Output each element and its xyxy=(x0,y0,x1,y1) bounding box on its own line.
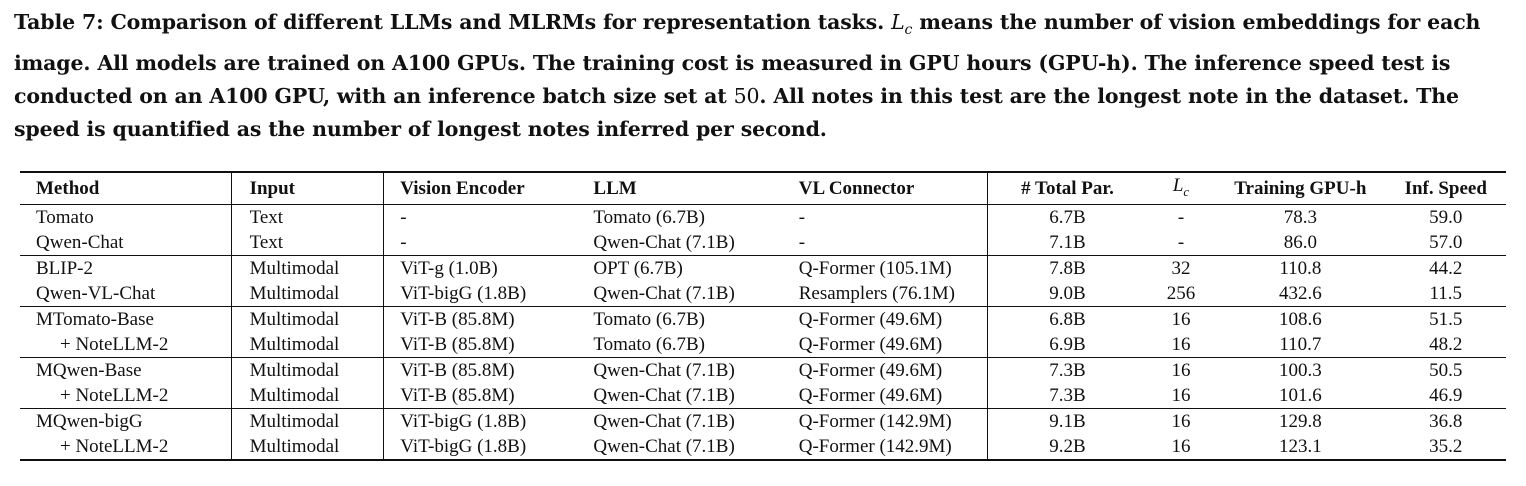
table-row xyxy=(20,281,1506,307)
table-row xyxy=(20,357,1506,383)
row-group xyxy=(20,357,1506,408)
row-group xyxy=(20,255,1506,306)
table-row xyxy=(20,306,1506,332)
caption-batch-size: 50 xyxy=(733,84,760,109)
cell-training-gpu-h: 110.8 xyxy=(1279,257,1322,279)
cell-method: + NoteLLM-2 xyxy=(60,435,169,457)
lc-letter: L xyxy=(891,10,905,34)
cell-inf-speed: 59.0 xyxy=(1429,206,1463,228)
cell-llm: Qwen-Chat (7.1B) xyxy=(593,231,735,253)
cell-llm: Qwen-Chat (7.1B) xyxy=(593,282,735,304)
cell-inf-speed: 50.5 xyxy=(1429,359,1463,381)
cell-vl-connector: Q-Former (49.6M) xyxy=(798,333,943,355)
cell-lc: 16 xyxy=(1171,359,1191,381)
cell-inf-speed: 11.5 xyxy=(1429,282,1463,304)
cell-total-par: 9.1B xyxy=(988,408,1147,434)
caption-text-3: . All notes in this test are the longest note in the dataset. The speed is quantified as the number of longest notes inferred per second. xyxy=(14,84,1459,142)
caption-label: Table 7: xyxy=(14,10,104,34)
table-row xyxy=(20,204,1506,230)
cell-llm: Tomato (6.7B) xyxy=(593,333,705,355)
cell-training-gpu-h: 123.1 xyxy=(1278,435,1322,457)
cell-lc: 32 xyxy=(1171,257,1191,279)
header-lc-letter: L xyxy=(1172,175,1184,196)
cell-vl-connector: Q-Former (142.9M) xyxy=(798,410,952,432)
header-training-gpu-h: Training GPU-h xyxy=(1234,177,1367,199)
cell-input: Multimodal xyxy=(231,383,384,409)
cell-training-gpu-h: 100.3 xyxy=(1278,359,1322,381)
cell-lc: 16 xyxy=(1171,410,1191,432)
header-vl-connector: VL Connector xyxy=(798,177,915,199)
cell-method: MQwen-bigG xyxy=(36,410,143,432)
cell-method: MQwen-Base xyxy=(36,359,142,381)
cell-total-par: 6.7B xyxy=(988,204,1147,230)
cell-vision-encoder: ViT-bigG (1.8B) xyxy=(384,434,580,460)
table-header xyxy=(20,172,1506,204)
cell-lc: 256 xyxy=(1166,282,1196,304)
cell-vl-connector: Q-Former (105.1M) xyxy=(798,257,952,279)
header-lc-symbol xyxy=(1172,175,1190,199)
cell-llm: Tomato (6.7B) xyxy=(593,206,705,228)
cell-total-par: 7.3B xyxy=(988,383,1147,409)
cell-llm: Qwen-Chat (7.1B) xyxy=(593,435,735,457)
cell-vl-connector: Q-Former (142.9M) xyxy=(798,435,952,457)
table-row xyxy=(20,408,1506,434)
row-group xyxy=(20,204,1506,255)
header-inf-speed: Inf. Speed xyxy=(1404,177,1487,199)
cell-vision-encoder: ViT-bigG (1.8B) xyxy=(384,281,580,307)
cell-total-par: 7.8B xyxy=(988,255,1147,281)
cell-vision-encoder: - xyxy=(384,230,580,256)
cell-llm: Tomato (6.7B) xyxy=(593,308,705,330)
table-row xyxy=(20,434,1506,460)
cell-inf-speed: 36.8 xyxy=(1429,410,1463,432)
cell-method: BLIP-2 xyxy=(36,257,93,279)
table-caption xyxy=(14,6,1512,146)
cell-vision-encoder: ViT-B (85.8M) xyxy=(384,306,580,332)
cell-training-gpu-h: 78.3 xyxy=(1283,206,1317,228)
cell-method: Qwen-VL-Chat xyxy=(36,282,156,304)
header-method: Method xyxy=(36,177,100,199)
cell-input: Multimodal xyxy=(231,306,384,332)
cell-vision-encoder: ViT-B (85.8M) xyxy=(384,357,580,383)
cell-training-gpu-h: 108.6 xyxy=(1278,308,1322,330)
cell-training-gpu-h: 432.6 xyxy=(1278,282,1322,304)
cell-inf-speed: 35.2 xyxy=(1429,435,1463,457)
header-row xyxy=(20,172,1506,204)
cell-training-gpu-h: 86.0 xyxy=(1283,231,1317,253)
cell-lc: 16 xyxy=(1171,435,1191,457)
table-row xyxy=(20,383,1506,409)
cell-input: Multimodal xyxy=(231,332,384,358)
cell-lc: 16 xyxy=(1171,384,1191,406)
cell-input: Multimodal xyxy=(231,408,384,434)
cell-vl-connector: - xyxy=(798,206,806,228)
cell-total-par: 6.9B xyxy=(988,332,1147,358)
header-total-par: # Total Par. xyxy=(988,172,1147,204)
cell-method: Qwen-Chat xyxy=(36,231,124,253)
cell-total-par: 9.2B xyxy=(988,434,1147,460)
cell-method: + NoteLLM-2 xyxy=(60,333,169,355)
cell-total-par: 6.8B xyxy=(988,306,1147,332)
cell-total-par: 7.3B xyxy=(988,357,1147,383)
cell-vision-encoder: ViT-g (1.0B) xyxy=(384,255,580,281)
cell-input: Multimodal xyxy=(231,357,384,383)
row-group xyxy=(20,306,1506,357)
cell-inf-speed: 46.9 xyxy=(1429,384,1463,406)
header-vision-encoder: Vision Encoder xyxy=(384,172,580,204)
cell-vision-encoder: ViT-bigG (1.8B) xyxy=(384,408,580,434)
cell-vl-connector: Q-Former (49.6M) xyxy=(798,308,943,330)
cell-lc: 16 xyxy=(1171,308,1191,330)
cell-inf-speed: 48.2 xyxy=(1429,333,1463,355)
table-row xyxy=(20,255,1506,281)
header-input: Input xyxy=(231,172,384,204)
cell-llm: Qwen-Chat (7.1B) xyxy=(593,359,735,381)
lc-subscript: c xyxy=(904,22,913,39)
caption-text-1: Comparison of different LLMs and MLRMs for representation tasks. xyxy=(110,10,885,34)
cell-input: Multimodal xyxy=(231,434,384,460)
header-lc xyxy=(1147,172,1215,204)
cell-method: + NoteLLM-2 xyxy=(60,384,169,406)
cell-vision-encoder: ViT-B (85.8M) xyxy=(384,383,580,409)
cell-training-gpu-h: 129.8 xyxy=(1278,410,1322,432)
cell-training-gpu-h: 101.6 xyxy=(1278,384,1322,406)
row-group xyxy=(20,408,1506,460)
cell-method: MTomato-Base xyxy=(36,308,154,330)
cell-total-par: 9.0B xyxy=(988,281,1147,307)
cell-input: Text xyxy=(231,204,384,230)
cell-training-gpu-h: 110.7 xyxy=(1279,333,1322,355)
cell-inf-speed: 44.2 xyxy=(1429,257,1463,279)
cell-total-par: 7.1B xyxy=(988,230,1147,256)
caption-text-2: means the number of vision embeddings for each image. All models are trained on A100 GPUs. The training cost is measured in GPU hours (GPU-h). The inference speed test is conducted on an A100 GPU, with an inference batch size set at xyxy=(14,10,1481,109)
cell-vl-connector: Resamplers (76.1M) xyxy=(798,282,955,304)
cell-input: Text xyxy=(231,230,384,256)
header-lc-subscript: c xyxy=(1183,183,1190,199)
cell-lc: - xyxy=(1177,206,1185,228)
comparison-table xyxy=(20,171,1506,461)
cell-input: Multimodal xyxy=(231,281,384,307)
cell-method: Tomato xyxy=(36,206,94,228)
header-llm: LLM xyxy=(593,177,637,199)
cell-vl-connector: Q-Former (49.6M) xyxy=(798,384,943,406)
cell-vl-connector: - xyxy=(798,231,806,253)
cell-vl-connector: Q-Former (49.6M) xyxy=(798,359,943,381)
lc-symbol xyxy=(891,10,913,39)
cell-llm: Qwen-Chat (7.1B) xyxy=(593,384,735,406)
table-row xyxy=(20,332,1506,358)
cell-lc: - xyxy=(1177,231,1185,253)
cell-inf-speed: 57.0 xyxy=(1429,231,1463,253)
cell-llm: Qwen-Chat (7.1B) xyxy=(593,410,735,432)
cell-vision-encoder: - xyxy=(384,204,580,230)
cell-lc: 16 xyxy=(1171,333,1191,355)
cell-vision-encoder: ViT-B (85.8M) xyxy=(384,332,580,358)
table-row xyxy=(20,230,1506,256)
cell-inf-speed: 51.5 xyxy=(1429,308,1463,330)
cell-llm: OPT (6.7B) xyxy=(593,257,683,279)
cell-input: Multimodal xyxy=(231,255,384,281)
